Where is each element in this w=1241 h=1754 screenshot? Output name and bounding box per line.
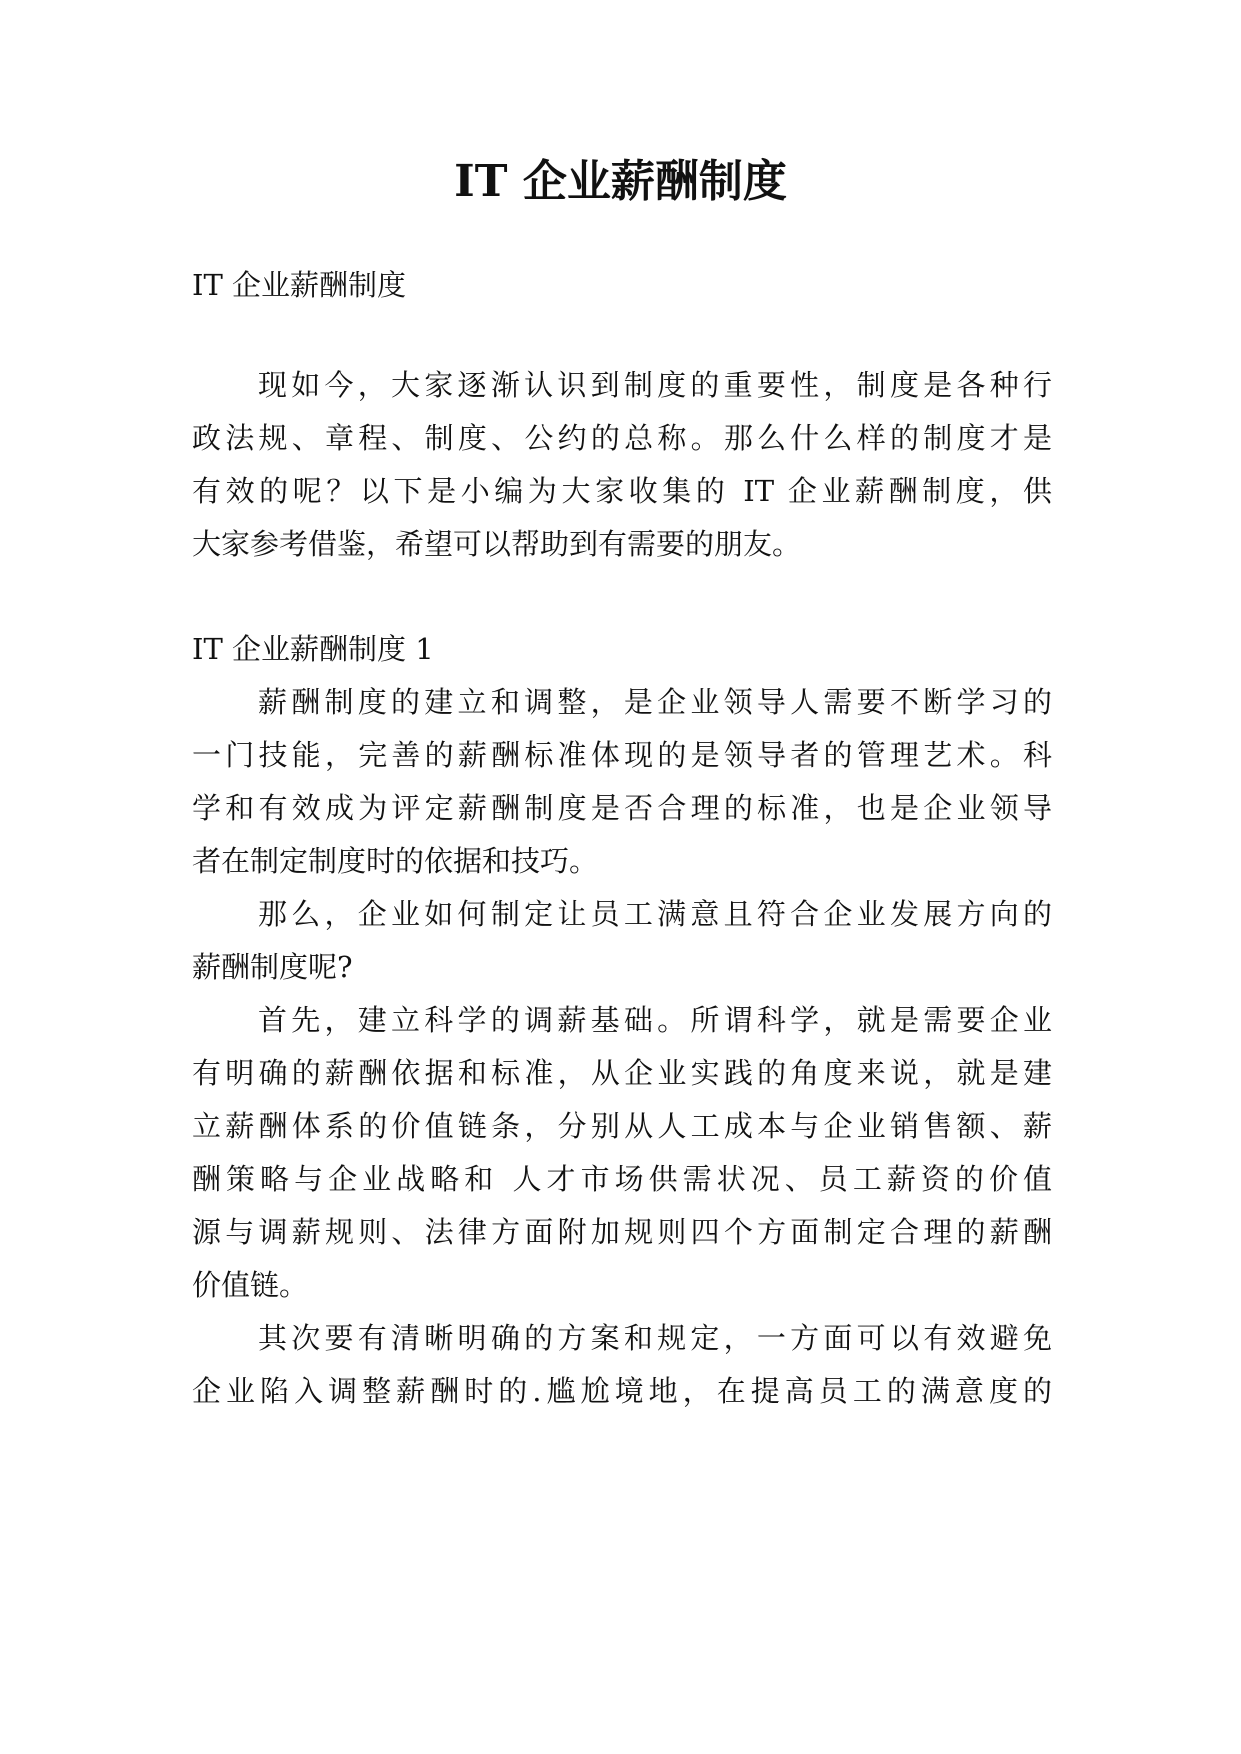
document-subtitle: IT 企业薪酬制度 <box>192 268 407 302</box>
para3-line-4: 酬策略与企业战略和 人才市场供需状况、员工薪资的价值 <box>192 1162 1052 1196</box>
para4-line-2: 企业陷入调整薪酬时的.尴尬境地，在提高员工的满意度的 <box>192 1374 1052 1408</box>
para1-line-1: 薪酬制度的建立和调整，是企业领导人需要不断学习的 <box>258 685 1052 719</box>
para4-line-1: 其次要有清晰明确的方案和规定，一方面可以有效避免 <box>258 1321 1052 1355</box>
para1-line-4: 者在制定制度时的依据和技巧。 <box>192 844 599 878</box>
intro-line-2: 政法规、章程、制度、公约的总称。那么什么样的制度才是 <box>192 421 1052 455</box>
document-title: IT 企业薪酬制度 <box>454 156 787 207</box>
intro-line-3: 有效的呢？以下是小编为大家收集的 IT 企业薪酬制度，供 <box>192 474 1052 508</box>
intro-line-1: 现如今，大家逐渐认识到制度的重要性，制度是各种行 <box>258 368 1052 402</box>
para3-line-2: 有明确的薪酬依据和标准，从企业实践的角度来说，就是建 <box>192 1056 1052 1090</box>
para1-line-3: 学和有效成为评定薪酬制度是否合理的标准，也是企业领导 <box>192 791 1052 825</box>
intro-line-4: 大家参考借鉴，希望可以帮助到有需要的朋友。 <box>192 527 802 561</box>
para3-line-5: 源与调薪规则、法律方面附加规则四个方面制定合理的薪酬 <box>192 1215 1052 1249</box>
para3-line-3: 立薪酬体系的价值链条，分别从人工成本与企业销售额、薪 <box>192 1109 1052 1143</box>
section-heading: IT 企业薪酬制度 1 <box>192 632 434 666</box>
para3-line-1: 首先，建立科学的调薪基础。所谓科学，就是需要企业 <box>258 1003 1052 1037</box>
para2-line-2: 薪酬制度呢? <box>192 950 353 984</box>
para2-line-1: 那么，企业如何制定让员工满意且符合企业发展方向的 <box>258 897 1052 931</box>
para3-line-6: 价值链。 <box>192 1268 309 1302</box>
para1-line-2: 一门技能，完善的薪酬标准体现的是领导者的管理艺术。科 <box>192 738 1052 772</box>
